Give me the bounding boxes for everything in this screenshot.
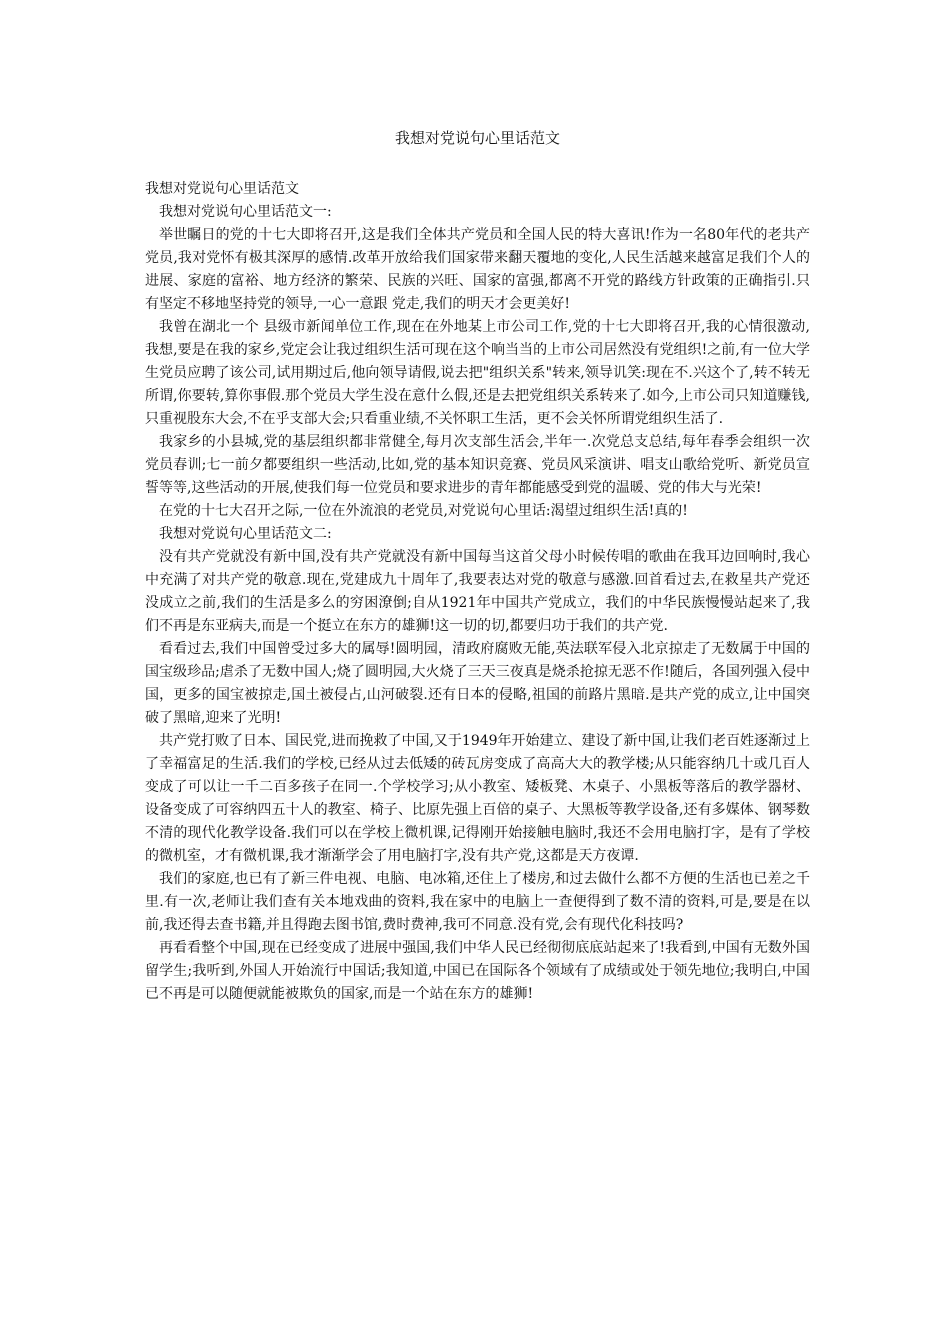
section-2-paragraph: 看看过去,我们中国曾受过多大的属辱!圆明园，清政府腐败无能,英法联军侵入北京掠走了无数属于中国的国宝级珍品;虐杀了无数中国人;烧了圆明园,大火烧了三天三夜真是烧杀抢掠无恶不作!随后，各国列强入侵中国，更多的国宝被掠走,国土被侵占,山河破裂.还有日本的侵略,祖国的前路片黑暗.是共产党的成立,让中国突破了黑暗,迎来了光明! (145, 641, 810, 726)
section-1-heading: 我想对党说句心里话范文一: (159, 204, 332, 220)
section-2-paragraph: 共产党打败了日本、国民党,进而挽救了中国,又于1949年开始建立、建设了新中国,让我们老百姓逐渐过上了幸福富足的生活.我们的学校,已经从过去低矮的砖瓦房变成了高高大大的教学楼;从只能容纳几十或几百人变成了可以让一千二百多孩子在同一.个学校学习;从小教室、矮板凳、木桌子、小黑板等落后的教学器材、设备变成了可容纳四五十人的教室、椅子、比原先强上百倍的桌子、大黑板等教学设备,还有多媒体、钢琴数不清的现代化教学设备.我们可以在学校上微机课,记得刚开始接触电脑时,我还不会用电脑打字，是有了学校的微机室，才有微机课,我才渐渐学会了用电脑打字,没有共产党,这都是天方夜谭. (145, 733, 810, 864)
section-2-heading: 我想对党说句心里话范文二: (159, 526, 332, 542)
section-1-paragraph: 在党的十七大召开之际,一位在外流浪的老党员,对党说句心里话:渴望过组织生活!真的! (159, 503, 688, 519)
section-2-paragraph: 没有共产党就没有新中国,没有共产党就没有新中国每当这首父母小时候传唱的歌曲在我耳边回响时,我心中充满了对共产党的敬意.现在,党建成九十周年了,我要表达对党的敬意与感激.回首看过去,在救星共产党还没成立之前,我们的生活是多么的穷困潦倒;自从1921年中国共产党成立，我们的中华民族慢慢站起来了,我们不再是东亚病夫,而是一个挺立在东方的雄狮!这一切的切,都要归功于我们的共产党. (145, 549, 810, 634)
section-2-paragraph: 我们的家庭,也已有了新三件电视、电脑、电冰箱,还住上了楼房,和过去做什么都不方便的生活也已差之千里.有一次,老师让我们查有关本地戏曲的资料,我在家中的电脑上一查便得到了数不清的资料,可是,要是在以前,我还得去查书籍,并且得跑去图书馆,费时费神,我可不同意.没有党,会有现代化科技吗? (145, 871, 810, 933)
document-body (145, 178, 810, 1006)
document-subtitle: 我想对党说句心里话范文 (145, 181, 299, 197)
section-1-paragraph: 举世瞩日的党的十七大即将召开,这是我们全体共产党员和全国人民的特大喜讯!作为一名80年代的老共产党员,我对党怀有极其深厚的感情.改革开放给我们国家带来翻天覆地的变化,人民生活越来越富足我们个人的进展、家庭的富裕、地方经济的繁荣、民族的兴旺、国家的富强,都离不开党的路线方针政策的正确指引.只有坚定不移地坚持党的领导,一心一意跟 党走,我们的明天才会更美好! (145, 227, 810, 312)
section-1-paragraph: 我曾在湖北一个 县级市新闻单位工作,现在在外地某上市公司工作,党的十七大即将召开,我的心情很激动,我想,要是在我的家乡,党定会让我过组织生活可现在这个响当当的上市公司居然没有党组织!之前,有一位大学生党员应聘了该公司,试用期过后,他向领导请假,说去把"组织关系"转来,领导讥笑:现在不.兴这个了,转不转无所谓,你要转,算你事假.那个党员大学生没在意什么假,还是去把党组织关系转来了.如今,上市公司只知道赚钱,只重视股东大会,不在乎支部大会;只看重业绩,不关怀职工生活，更不会关怀所谓党组织生活了. (145, 319, 810, 427)
section-2-paragraph: 再看看整个中国,现在已经变成了进展中强国,我们中华人民已经彻彻底底站起来了!我看到,中国有无数外国留学生;我听到,外国人开始流行中国话;我知道,中国已在国际各个领域有了成绩或处于领先地位;我明白,中国已不再是可以随便就能被欺负的国家,而是一个站在东方的雄狮! (145, 940, 810, 1002)
section-1-paragraph: 我家乡的小县城,党的基层组织都非常健全,每月次支部生活会,半年一.次党总支总结,每年春季会组织一次党员春训;七一前夕都要组织一些活动,比如,党的基本知识竞赛、党员风采演讲、唱支山歌给党听、新党员宣誓等等,这些活动的开展,使我们每一位党员和要求进步的青年都能感受到党的温暖、党的伟大与光荣! (145, 434, 810, 496)
document-title: 我想对党说句心里话范文 (394, 129, 560, 147)
